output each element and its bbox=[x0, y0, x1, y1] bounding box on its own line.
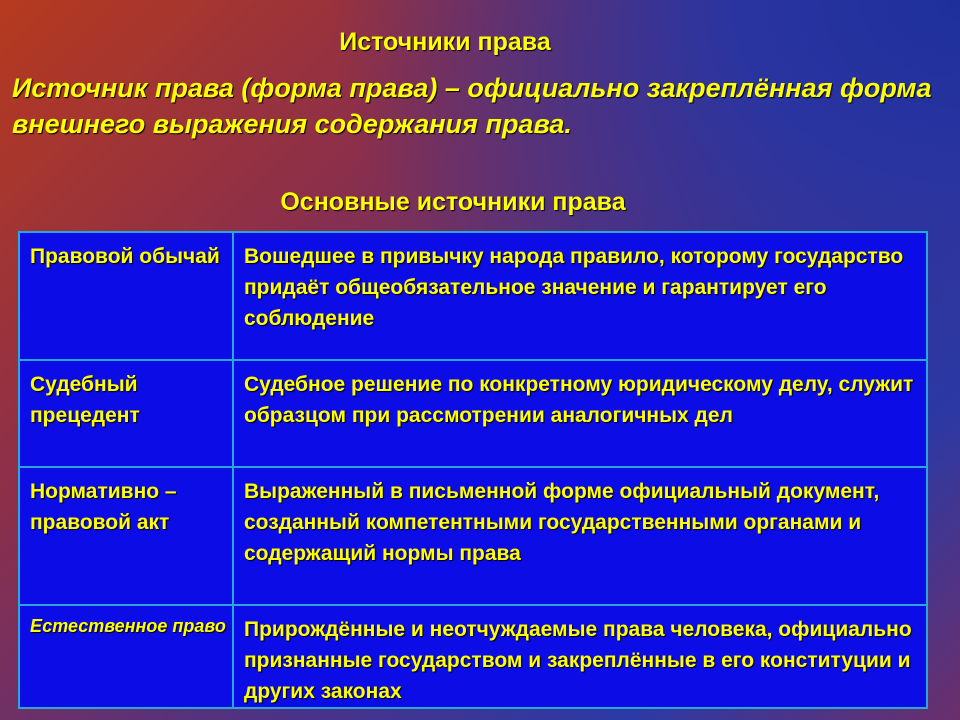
description-cell: Судебное решение по конкретному юридическому делу, служит образцом при рассмотрении аналогичных дел bbox=[233, 360, 927, 467]
table-heading: Основные источники права bbox=[280, 188, 626, 216]
table-row bbox=[19, 467, 927, 605]
table-row bbox=[19, 232, 927, 360]
term-cell: Нормативно – правовой акт bbox=[19, 467, 233, 605]
description-cell: Прирождённые и неотчуждаемые права человека, официально признанные государством и закреплённые в его конституции и других законах bbox=[233, 605, 927, 708]
slide-title: Источники права bbox=[339, 28, 551, 56]
term-cell: Судебный прецедент bbox=[19, 360, 233, 467]
description-cell: Вошедшее в привычку народа правило, которому государство придаёт общеобязательное значение и гарантирует его соблюдение bbox=[233, 232, 927, 360]
definition-text: Источник права (форма права) – официально закреплённая форма внешнего выражения содержания права. bbox=[12, 73, 932, 139]
table-row bbox=[19, 605, 927, 708]
sources-table bbox=[18, 231, 928, 709]
term-cell: Естественное право bbox=[19, 605, 233, 708]
term-cell: Правовой обычай bbox=[19, 232, 233, 360]
description-cell: Выраженный в письменной форме официальный документ, созданный компетентными государственными органами и содержащий нормы права bbox=[233, 467, 927, 605]
table-row bbox=[19, 360, 927, 467]
